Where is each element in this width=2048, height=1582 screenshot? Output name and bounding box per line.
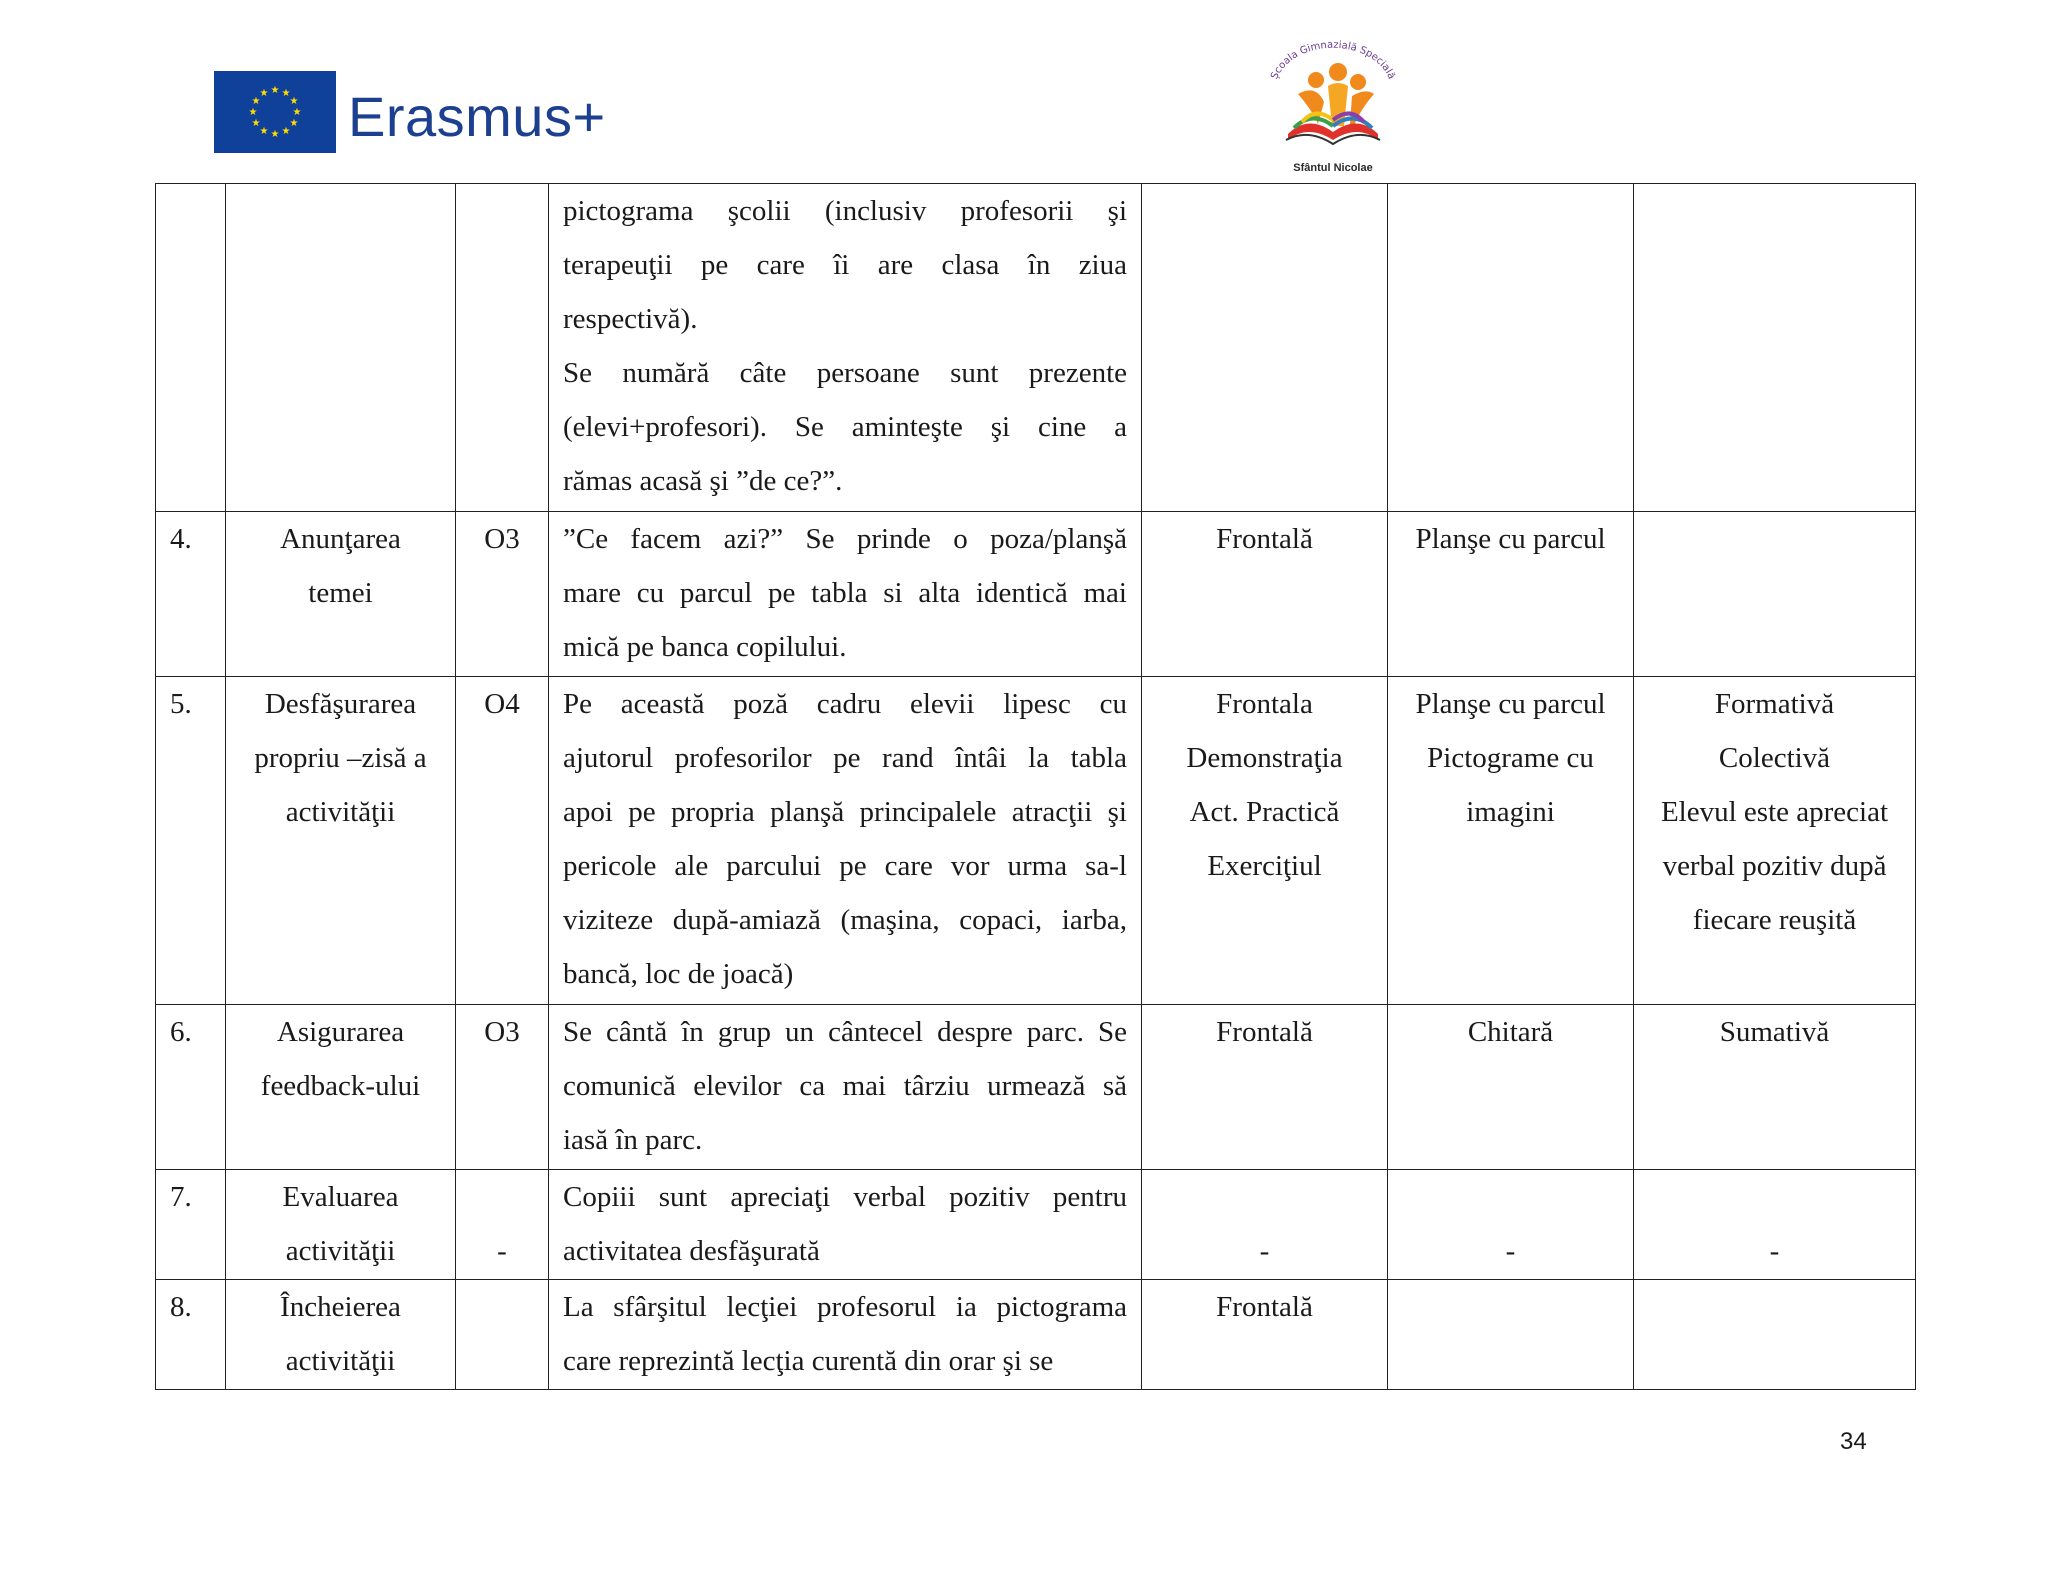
description-line: La sfârşitul lecţiei profesorul ia pictograma: [563, 1291, 1127, 1323]
row-number: 4.: [170, 523, 192, 555]
row-number: 8.: [170, 1291, 192, 1323]
objective-code: -: [497, 1235, 507, 1267]
table-row: [156, 677, 1916, 1005]
svg-text:★: ★: [270, 129, 280, 140]
materials-cell: [1388, 677, 1634, 1005]
svg-text:★: ★: [251, 96, 261, 107]
description-line: pictograma şcolii (inclusiv profesorii şi: [563, 195, 1127, 227]
description-line: iasă în parc.: [563, 1124, 703, 1156]
evaluation-cell: [1634, 1170, 1916, 1280]
description-cell: [549, 1005, 1142, 1170]
row-number-cell: [156, 1170, 226, 1280]
stage-line: Anunţarea: [280, 523, 401, 555]
svg-text:★: ★: [248, 107, 258, 118]
objective-cell: [456, 677, 549, 1005]
description-line: ajutorul profesorilor pe rand întâi la tabla: [563, 742, 1127, 774]
objective-code: O4: [484, 688, 520, 720]
school-logo: [1258, 36, 1408, 181]
evaluation-line: -: [1769, 1235, 1780, 1267]
organization-cell: [1142, 512, 1388, 677]
description-line: ”Ce facem azi?” Se prinde o poza/planşă: [563, 523, 1127, 555]
materials-line: Pictograme cu: [1427, 742, 1594, 774]
evaluation-cell: [1634, 677, 1916, 1005]
evaluation-cell: [1634, 1280, 1916, 1390]
row-number: 6.: [170, 1016, 192, 1048]
description-line: mică pe banca copilului.: [563, 631, 847, 663]
description-cell: [549, 1280, 1142, 1390]
organization-line: Exerciţiul: [1207, 850, 1322, 882]
stage-line: propriu –zisă a: [254, 742, 427, 774]
stage-cell: [226, 184, 456, 512]
organization-line: Frontală: [1216, 1291, 1313, 1323]
objective-code: O3: [484, 523, 520, 555]
svg-text:★: ★: [281, 126, 291, 137]
school-emblem-icon: [1258, 36, 1408, 166]
stage-line: feedback-ului: [260, 1070, 421, 1102]
description-line: terapeuţii pe care îi are clasa în ziua: [563, 249, 1127, 281]
evaluation-cell: [1634, 184, 1916, 512]
evaluation-cell: [1634, 1005, 1916, 1170]
description-line: care reprezintă lecţia curentă din orar şi se: [563, 1345, 1054, 1377]
materials-line: imagini: [1466, 796, 1555, 828]
row-number-cell: [156, 1280, 226, 1390]
objective-cell: [456, 1005, 549, 1170]
description-line: bancă, loc de joacă): [563, 958, 794, 990]
materials-cell: [1388, 512, 1634, 677]
organization-cell: [1142, 1005, 1388, 1170]
organization-cell: [1142, 184, 1388, 512]
description-line: viziteze după-amiază (maşina, copaci, iarba,: [563, 904, 1127, 936]
description-cell: [549, 512, 1142, 677]
stage-cell: [226, 1005, 456, 1170]
objective-cell: [456, 184, 549, 512]
description-line: Copiii sunt apreciaţi verbal pozitiv pentru: [563, 1181, 1127, 1213]
evaluation-line: Elevul este apreciat: [1660, 796, 1889, 828]
stage-cell: [226, 1280, 456, 1390]
materials-line: Planşe cu parcul: [1415, 688, 1606, 720]
description-line: apoi pe propria planşă principalele atracţii şi: [563, 796, 1127, 828]
table-row: [156, 1005, 1916, 1170]
description-line: rămas acasă şi ”de ce?”.: [563, 465, 843, 497]
objective-cell: [456, 512, 549, 677]
evaluation-line: fiecare reuşită: [1692, 904, 1857, 936]
evaluation-cell: [1634, 512, 1916, 677]
description-cell: [549, 677, 1142, 1005]
school-name: Sfântul Nicolae: [1293, 162, 1373, 174]
description-line: respectivă).: [563, 303, 698, 335]
description-line: Se numără câte persoane sunt prezente: [563, 357, 1127, 389]
stage-cell: [226, 1170, 456, 1280]
table-row: [156, 184, 1916, 512]
organization-line: Frontala: [1216, 688, 1313, 720]
organization-line: Act. Practică: [1189, 796, 1340, 828]
stage-line: temei: [308, 577, 373, 609]
row-number-cell: [156, 184, 226, 512]
evaluation-line: Colectivă: [1718, 742, 1831, 774]
description-line: (elevi+profesori). Se aminteşte şi cine a: [563, 411, 1127, 443]
description-line: Pe această poză cadru elevii lipesc cu: [563, 688, 1127, 720]
erasmus-logo: [214, 71, 606, 153]
stage-line: activităţii: [285, 796, 396, 828]
svg-text:★: ★: [251, 118, 261, 129]
description-line: activitatea desfăşurată: [563, 1235, 820, 1267]
materials-cell: [1388, 1005, 1634, 1170]
svg-text:★: ★: [292, 107, 302, 118]
stage-line: Încheierea: [280, 1291, 401, 1323]
row-number: 7.: [170, 1181, 192, 1213]
description-line: comunică elevilor ca mai târziu urmează să: [563, 1070, 1127, 1102]
row-number: 5.: [170, 688, 192, 720]
eu-flag-icon: [214, 71, 336, 153]
materials-line: Planşe cu parcul: [1415, 523, 1606, 555]
lesson-plan-table: [155, 183, 1916, 1390]
table-row: [156, 512, 1916, 677]
svg-text:★: ★: [270, 85, 280, 96]
row-number-cell: [156, 677, 226, 1005]
organization-cell: [1142, 677, 1388, 1005]
materials-cell: [1388, 1170, 1634, 1280]
objective-cell: [456, 1280, 549, 1390]
svg-text:★: ★: [289, 118, 299, 129]
stage-line: Asigurarea: [276, 1016, 405, 1048]
description-line: Se cântă în grup un cântecel despre parc. Se: [563, 1016, 1127, 1048]
stage-line: Evaluarea: [282, 1181, 399, 1213]
materials-cell: [1388, 1280, 1634, 1390]
svg-text:★: ★: [281, 88, 291, 99]
description-line: mare cu parcul pe tabla si alta identică mai: [563, 577, 1127, 609]
description-cell: [549, 1170, 1142, 1280]
stage-line: Desfăşurarea: [264, 688, 417, 720]
svg-text:★: ★: [259, 88, 269, 99]
school-arc-text: Școala Gimnazială Specială: [1269, 39, 1397, 81]
erasmus-wordmark: Erasmus+: [348, 85, 606, 148]
objective-code: O3: [484, 1016, 520, 1048]
organization-line: Demonstraţia: [1186, 742, 1343, 774]
organization-line: -: [1259, 1235, 1270, 1267]
description-line: pericole ale parcului pe care vor urma sa-l: [563, 850, 1127, 882]
stage-line: activităţii: [285, 1235, 396, 1267]
organization-cell: [1142, 1170, 1388, 1280]
description-cell: [549, 184, 1142, 512]
page-number: 34: [1840, 1428, 1867, 1455]
objective-cell: [456, 1170, 549, 1280]
organization-cell: [1142, 1280, 1388, 1390]
row-number-cell: [156, 512, 226, 677]
stage-cell: [226, 512, 456, 677]
table-row: [156, 1170, 1916, 1280]
table-row: [156, 1280, 1916, 1390]
stage-cell: [226, 677, 456, 1005]
stage-line: activităţii: [285, 1345, 396, 1377]
materials-line: Chitară: [1467, 1016, 1554, 1048]
organization-line: Frontală: [1216, 523, 1313, 555]
organization-line: Frontală: [1216, 1016, 1313, 1048]
page-header: [0, 0, 2048, 185]
evaluation-line: Sumativă: [1719, 1016, 1830, 1048]
evaluation-line: Formativă: [1714, 688, 1835, 720]
svg-text:★: ★: [259, 126, 269, 137]
materials-cell: [1388, 184, 1634, 512]
materials-line: -: [1505, 1235, 1516, 1267]
svg-text:★: ★: [289, 96, 299, 107]
row-number-cell: [156, 1005, 226, 1170]
evaluation-line: verbal pozitiv după: [1662, 850, 1887, 882]
